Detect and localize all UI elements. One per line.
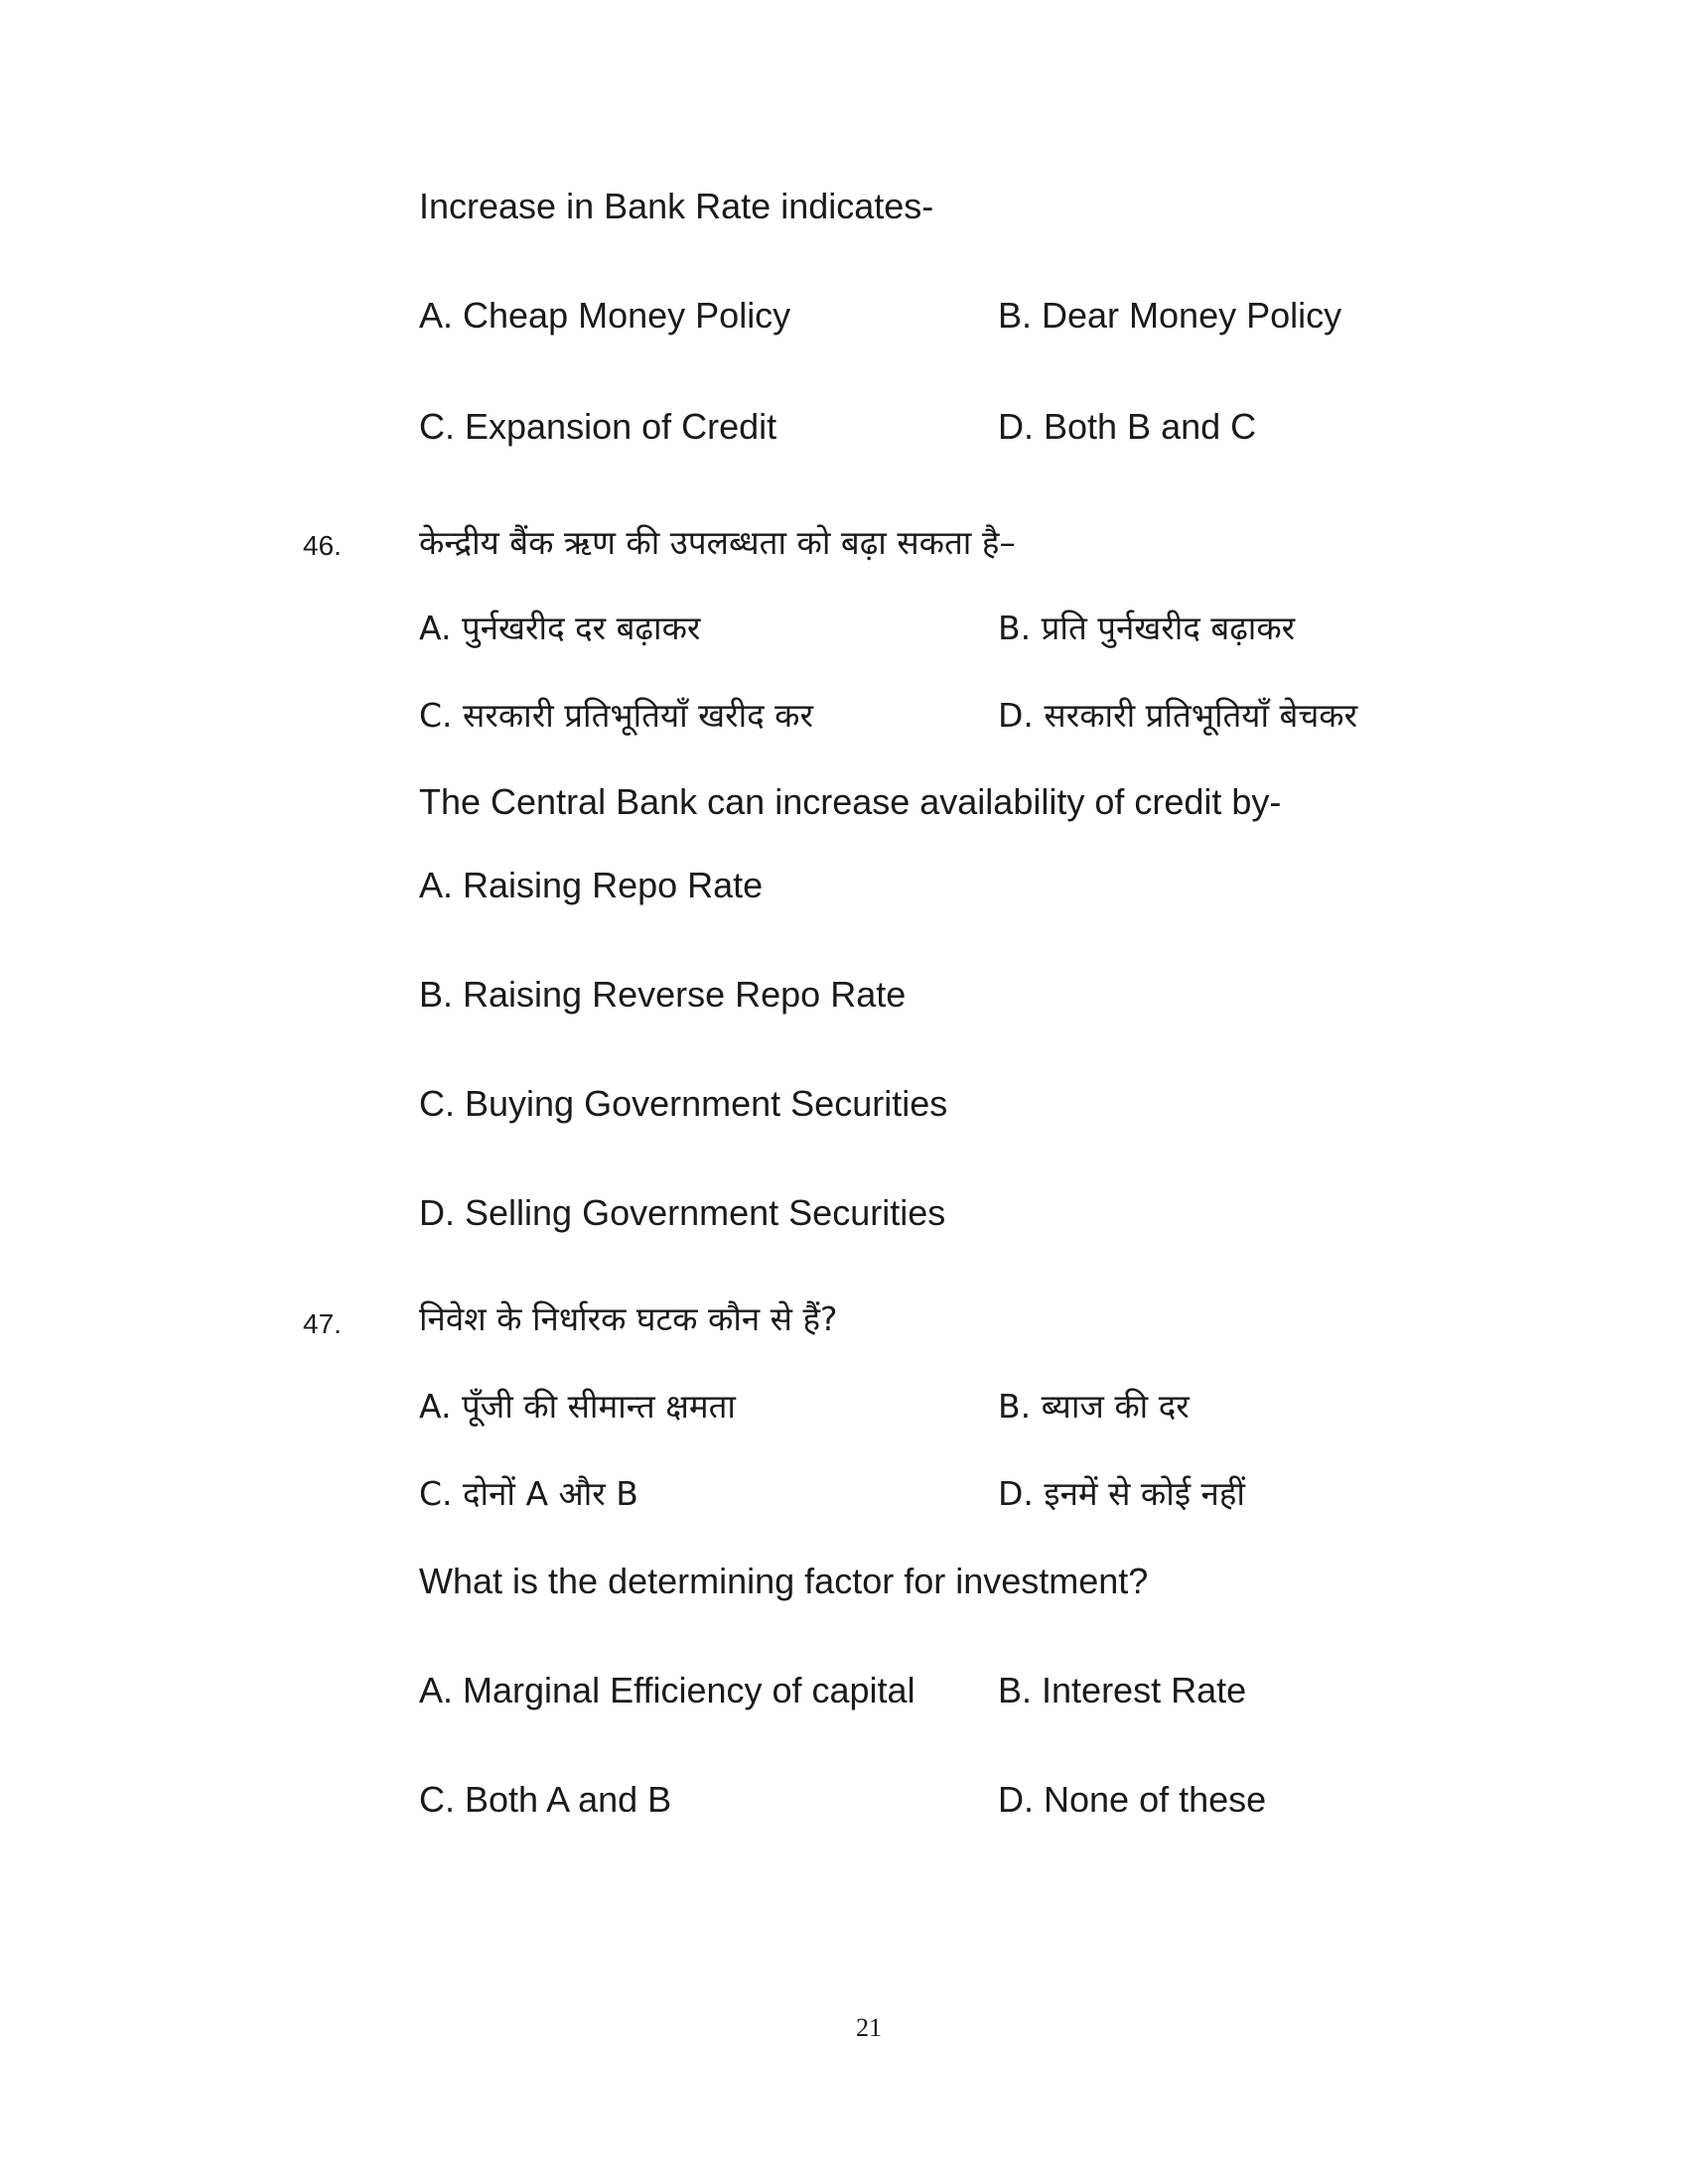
q46-number: 46. — [303, 530, 342, 561]
q46-stem-hi: केन्द्रीय बैंक ऋण की उपलब्धता को बढ़ा सकता है– — [419, 523, 1016, 562]
q45-option-b-en: B. Dear Money Policy — [998, 295, 1342, 336]
q47-option-c-en: C. Both A and B — [419, 1779, 672, 1820]
q45-option-c-en: C. Expansion of Credit — [419, 406, 777, 447]
q47-option-d-en: D. None of these — [998, 1779, 1267, 1820]
q47-number: 47. — [303, 1308, 342, 1339]
q47-option-c-hi: C. दोनों A और B — [419, 1474, 638, 1513]
q47-option-d-hi: D. इनमें से कोई नहीं — [998, 1474, 1245, 1513]
q47-stem-en: What is the determining factor for investment? — [419, 1561, 1149, 1601]
q47-option-a-en: A. Marginal Efficiency of capital — [419, 1670, 915, 1710]
q47-stem-hi: निवेश के निर्धारक घटक कौन से हैं? — [419, 1299, 838, 1338]
q45-option-a-en: A. Cheap Money Policy — [419, 295, 791, 336]
q46-option-a-hi: A. पुर्नखरीद दर बढ़ाकर — [419, 609, 701, 647]
q47-option-b-hi: B. ब्याज की दर — [998, 1387, 1190, 1426]
q46-option-c-en: C. Buying Government Securities — [419, 1083, 948, 1124]
q46-stem-en: The Central Bank can increase availability of credit by- — [419, 781, 1282, 822]
q46-option-b-en: B. Raising Reverse Repo Rate — [419, 974, 907, 1015]
q46-option-d-en: D. Selling Government Securities — [419, 1192, 946, 1233]
q46-option-a-en: A. Raising Repo Rate — [419, 865, 764, 905]
q47-option-b-en: B. Interest Rate — [998, 1670, 1247, 1710]
q46-option-d-hi: D. सरकारी प्रतिभूतियाँ बेचकर — [998, 696, 1358, 735]
q46-option-c-hi: C. सरकारी प्रतिभूतियाँ खरीद कर — [419, 696, 814, 735]
q47-option-a-hi: A. पूँजी की सीमान्त क्षमता — [419, 1387, 736, 1426]
q45-option-d-en: D. Both B and C — [998, 406, 1257, 447]
q45-stem-en: Increase in Bank Rate indicates- — [419, 186, 934, 226]
q46-option-b-hi: B. प्रति पुर्नखरीद बढ़ाकर — [998, 609, 1296, 647]
page-number: 21 — [856, 2013, 882, 2042]
